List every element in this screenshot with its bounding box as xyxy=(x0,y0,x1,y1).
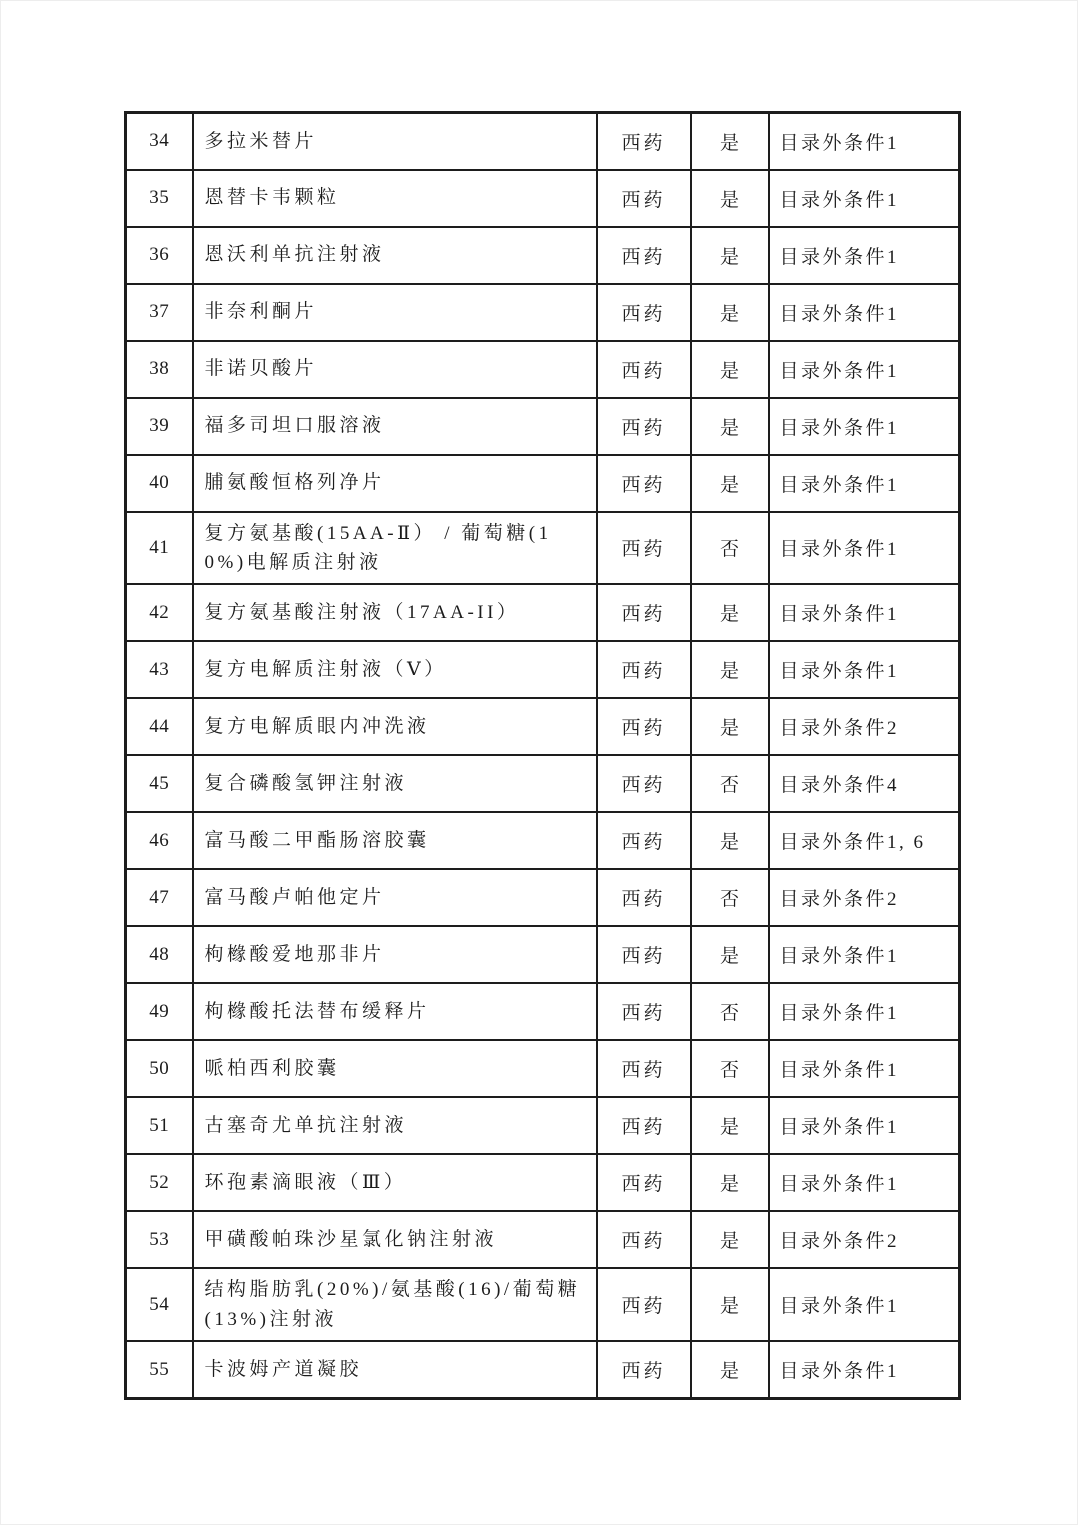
condition-cell: 目录外条件2 xyxy=(769,1211,960,1268)
drug-name-cell: 环孢素滴眼液（Ⅲ） xyxy=(193,1154,597,1211)
table-row xyxy=(126,341,960,398)
drug-name-cell: 非诺贝酸片 xyxy=(193,341,597,398)
condition-cell: 目录外条件1 xyxy=(769,983,960,1040)
drug-list-table xyxy=(124,111,961,1400)
condition-cell: 目录外条件1 xyxy=(769,926,960,983)
drug-category-cell: 西药 xyxy=(597,1211,691,1268)
drug-name-cell: 甲磺酸帕珠沙星氯化钠注射液 xyxy=(193,1211,597,1268)
flag-cell: 否 xyxy=(691,1040,769,1097)
flag-cell: 是 xyxy=(691,227,769,284)
flag-cell: 否 xyxy=(691,869,769,926)
condition-cell: 目录外条件2 xyxy=(769,869,960,926)
drug-category-cell: 西药 xyxy=(597,812,691,869)
table-row xyxy=(126,1040,960,1097)
condition-cell: 目录外条件1 xyxy=(769,113,960,170)
drug-name-cell: 多拉米替片 xyxy=(193,113,597,170)
drug-category-cell: 西药 xyxy=(597,398,691,455)
row-number-cell: 39 xyxy=(126,398,193,455)
table-row xyxy=(126,812,960,869)
drug-name-cell: 结构脂肪乳(20%)/氨基酸(16)/葡萄糖(13%)注射液 xyxy=(193,1268,597,1341)
condition-cell: 目录外条件4 xyxy=(769,755,960,812)
drug-category-cell: 西药 xyxy=(597,170,691,227)
flag-cell: 是 xyxy=(691,1268,769,1341)
flag-cell: 是 xyxy=(691,398,769,455)
condition-cell: 目录外条件1 xyxy=(769,170,960,227)
row-number-cell: 45 xyxy=(126,755,193,812)
table-row xyxy=(126,641,960,698)
flag-cell: 否 xyxy=(691,755,769,812)
flag-cell: 是 xyxy=(691,584,769,641)
drug-category-cell: 西药 xyxy=(597,1268,691,1341)
row-number-cell: 47 xyxy=(126,869,193,926)
row-number-cell: 48 xyxy=(126,926,193,983)
table-row xyxy=(126,584,960,641)
flag-cell: 是 xyxy=(691,926,769,983)
drug-name-cell: 枸橼酸托法替布缓释片 xyxy=(193,983,597,1040)
row-number-cell: 46 xyxy=(126,812,193,869)
condition-cell: 目录外条件1 xyxy=(769,284,960,341)
flag-cell: 是 xyxy=(691,341,769,398)
drug-category-cell: 西药 xyxy=(597,641,691,698)
drug-category-cell: 西药 xyxy=(597,455,691,512)
condition-cell: 目录外条件1 xyxy=(769,455,960,512)
row-number-cell: 34 xyxy=(126,113,193,170)
drug-name-cell: 恩沃利单抗注射液 xyxy=(193,227,597,284)
flag-cell: 是 xyxy=(691,1154,769,1211)
drug-name-cell: 复方氨基酸注射液（17AA-II） xyxy=(193,584,597,641)
table-row xyxy=(126,113,960,170)
drug-name-cell: 恩替卡韦颗粒 xyxy=(193,170,597,227)
table-row xyxy=(126,398,960,455)
drug-name-cell: 富马酸卢帕他定片 xyxy=(193,869,597,926)
table-row xyxy=(126,284,960,341)
row-number-cell: 53 xyxy=(126,1211,193,1268)
table-row xyxy=(126,869,960,926)
table-row xyxy=(126,512,960,585)
drug-name-cell: 枸橼酸爱地那非片 xyxy=(193,926,597,983)
condition-cell: 目录外条件1 xyxy=(769,1154,960,1211)
row-number-cell: 51 xyxy=(126,1097,193,1154)
table-row xyxy=(126,1341,960,1398)
row-number-cell: 52 xyxy=(126,1154,193,1211)
drug-category-cell: 西药 xyxy=(597,113,691,170)
drug-category-cell: 西药 xyxy=(597,926,691,983)
table-row xyxy=(126,227,960,284)
flag-cell: 是 xyxy=(691,641,769,698)
flag-cell: 是 xyxy=(691,1341,769,1398)
drug-category-cell: 西药 xyxy=(597,1341,691,1398)
table-row xyxy=(126,455,960,512)
drug-name-cell: 非奈利酮片 xyxy=(193,284,597,341)
flag-cell: 是 xyxy=(691,113,769,170)
condition-cell: 目录外条件1 xyxy=(769,1040,960,1097)
drug-name-cell: 富马酸二甲酯肠溶胶囊 xyxy=(193,812,597,869)
condition-cell: 目录外条件2 xyxy=(769,698,960,755)
drug-category-cell: 西药 xyxy=(597,227,691,284)
drug-name-cell: 古塞奇尤单抗注射液 xyxy=(193,1097,597,1154)
condition-cell: 目录外条件1 xyxy=(769,227,960,284)
drug-category-cell: 西药 xyxy=(597,1097,691,1154)
table-row xyxy=(126,926,960,983)
drug-name-cell: 复方氨基酸(15AA-Ⅱ） / 葡萄糖(10%)电解质注射液 xyxy=(193,512,597,585)
row-number-cell: 36 xyxy=(126,227,193,284)
flag-cell: 是 xyxy=(691,812,769,869)
row-number-cell: 37 xyxy=(126,284,193,341)
drug-name-cell: 卡波姆产道凝胶 xyxy=(193,1341,597,1398)
flag-cell: 否 xyxy=(691,983,769,1040)
flag-cell: 是 xyxy=(691,698,769,755)
row-number-cell: 38 xyxy=(126,341,193,398)
table-row xyxy=(126,755,960,812)
table-row xyxy=(126,983,960,1040)
table-row xyxy=(126,698,960,755)
condition-cell: 目录外条件1 xyxy=(769,512,960,585)
drug-category-cell: 西药 xyxy=(597,869,691,926)
row-number-cell: 41 xyxy=(126,512,193,585)
table-row xyxy=(126,1268,960,1341)
condition-cell: 目录外条件1 xyxy=(769,1341,960,1398)
condition-cell: 目录外条件1 xyxy=(769,584,960,641)
row-number-cell: 49 xyxy=(126,983,193,1040)
flag-cell: 是 xyxy=(691,170,769,227)
row-number-cell: 42 xyxy=(126,584,193,641)
drug-category-cell: 西药 xyxy=(597,1154,691,1211)
condition-cell: 目录外条件1 xyxy=(769,1097,960,1154)
row-number-cell: 54 xyxy=(126,1268,193,1341)
row-number-cell: 35 xyxy=(126,170,193,227)
drug-name-cell: 福多司坦口服溶液 xyxy=(193,398,597,455)
condition-cell: 目录外条件1, 6 xyxy=(769,812,960,869)
row-number-cell: 44 xyxy=(126,698,193,755)
row-number-cell: 50 xyxy=(126,1040,193,1097)
flag-cell: 是 xyxy=(691,455,769,512)
drug-category-cell: 西药 xyxy=(597,284,691,341)
flag-cell: 是 xyxy=(691,1211,769,1268)
drug-name-cell: 复合磷酸氢钾注射液 xyxy=(193,755,597,812)
drug-category-cell: 西药 xyxy=(597,512,691,585)
condition-cell: 目录外条件1 xyxy=(769,641,960,698)
drug-name-cell: 复方电解质眼内冲洗液 xyxy=(193,698,597,755)
drug-category-cell: 西药 xyxy=(597,755,691,812)
table-row xyxy=(126,1211,960,1268)
drug-category-cell: 西药 xyxy=(597,341,691,398)
flag-cell: 是 xyxy=(691,1097,769,1154)
drug-name-cell: 哌柏西利胶囊 xyxy=(193,1040,597,1097)
drug-category-cell: 西药 xyxy=(597,584,691,641)
drug-category-cell: 西药 xyxy=(597,983,691,1040)
table-body xyxy=(126,113,960,1399)
drug-name-cell: 脯氨酸恒格列净片 xyxy=(193,455,597,512)
condition-cell: 目录外条件1 xyxy=(769,1268,960,1341)
row-number-cell: 55 xyxy=(126,1341,193,1398)
condition-cell: 目录外条件1 xyxy=(769,398,960,455)
drug-category-cell: 西药 xyxy=(597,1040,691,1097)
table-row xyxy=(126,1097,960,1154)
table-row xyxy=(126,1154,960,1211)
table-row xyxy=(126,170,960,227)
row-number-cell: 40 xyxy=(126,455,193,512)
flag-cell: 否 xyxy=(691,512,769,585)
flag-cell: 是 xyxy=(691,284,769,341)
drug-name-cell: 复方电解质注射液（Ⅴ） xyxy=(193,641,597,698)
drug-category-cell: 西药 xyxy=(597,698,691,755)
condition-cell: 目录外条件1 xyxy=(769,341,960,398)
row-number-cell: 43 xyxy=(126,641,193,698)
